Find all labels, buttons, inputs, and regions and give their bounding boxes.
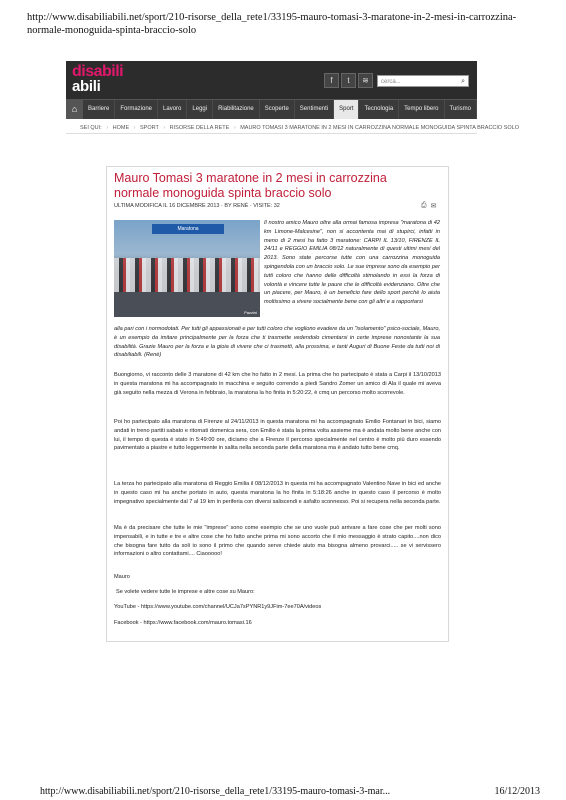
- site-header: [66, 61, 477, 99]
- photo-credit: Pazzini: [244, 310, 257, 315]
- print-footer: [40, 786, 540, 797]
- nav-item-turismo[interactable]: Turismo: [445, 100, 477, 119]
- nav-item-scoperte[interactable]: Scoperte: [260, 100, 295, 119]
- print-date: 16/12/2013: [494, 786, 540, 797]
- breadcrumb: SEI QUI: › HOME › SPORT › RISORSE DELLA RETE › MAURO TOMASI 3 MARATONE IN 2 MESI IN CARROZZINA NORMALE MONOGUIDA SPINTA BRACCIO SOLO: [80, 125, 520, 131]
- article-title[interactable]: Mauro Tomasi 3 maratone in 2 mesi in carrozzina normale monoguida spinta braccio solo: [114, 171, 387, 200]
- paragraph: Ma è da precisare che tutte le mie "imprese" sono come esempio che se uno vuole può arrivare a fare cose che per molti sono impensabili, e in tutte e tre e altre cose che ho fatto anche prima mi sono accorto che il mio messaggio è strato capito....non dico che bisogna fare tutto da soli io sono il primo che quando serve chiede aiuto ma bisogna almeno provarci..... se vi servissero informazioni o altro contattami.... Ciaooooo!: [114, 525, 441, 558]
- nav-item-tempo-libero[interactable]: Tempo libero: [399, 100, 444, 119]
- twitter-icon[interactable]: t: [341, 73, 356, 88]
- print-url-bottom: http://www.disabiliabili.net/sport/210-risorse_della_rete1/33195-mauro-tomasi-3-mar...: [40, 786, 391, 797]
- breadcrumb-current: MAURO TOMASI 3 MARATONE IN 2 MESI IN CARROZZINA NORMALE MONOGUIDA SPINTA BRACCIO SOLO: [240, 125, 520, 131]
- photo-arch-banner: Maratona: [152, 224, 224, 234]
- article-meta: ULTIMA MODIFICA IL 16 DICEMBRE 2013 · BY RENÈ · VISITE: 32: [114, 203, 280, 209]
- social-links: [324, 73, 373, 88]
- print-url-top: http://www.disabiliabili.net/sport/210-risorse_della_rete1/33195-mauro-tomasi-3-maratone-in-2-mesi-in-carrozzina-normale-monoguida-spinta-braccio-solo: [27, 12, 517, 36]
- intro-text-full: alla pari con i normodotati. Per tutti gli appassionati e per tutti coloro che vogliono evadere da un "isolamento" psico-sociale, Mauro, è un esempio da imitare principalmente per la forza che ti trasmette vedendolo cimentarsi in certe imprese nonostante la sua disabilità. Grazie Mauro per la forza e la gioia di vivere che ci trasmetti, alla prossima, e tanti Auguri di Buone Feste da tutti noi di disabiliabili. (Renè): [114, 326, 440, 359]
- home-icon[interactable]: ⌂: [66, 100, 83, 119]
- youtube-link[interactable]: YouTube - https://www.youtube.com/channel/UCJa7sPYNR1y9JFim-7ee70A/videos: [114, 604, 322, 610]
- article-tools: [421, 202, 436, 210]
- nav-item-riabilitazione[interactable]: Riabilitazione: [213, 100, 260, 119]
- site-logo[interactable]: [72, 64, 142, 96]
- paragraph: Buongiorno, vi racconto delle 3 maratone di 42 km che ho fatto in 2 mesi. La prima che ho partecipato è stata a Carpi il 13/10/2013 in questa maratona mi ha accompagnato in macchina e seguito correndo a piedi Sandro Zomer un amico di Ala il quale mi aveva già seguito nella mezza di Verona in febbraio, la maratona la ho finita in 5:20:22, è cmq un percorso molto scorrevole.: [114, 372, 441, 396]
- nav-item-leggi[interactable]: Leggi: [187, 100, 213, 119]
- paragraph: Se volete vedere tutte le imprese e altre cose su Mauro:: [116, 589, 255, 595]
- nav-item-lavoro[interactable]: Lavoro: [158, 100, 187, 119]
- paragraph: La terza ho partecipato alla maratona di Reggio Emilia il 08/12/2013 in questa mi ha accompagnato Valentino Nave in bici ed anche in questo caso mi ha anche portato in auto, questa maratona la ho finita in 5:18:26 anche in questo caso il percorso è molto impegnativo specialmente dal 7 al 19 km in periferia con diversi saliscendi e asfalto sconnesso. Poi si recupera nella seconda parte.: [114, 481, 441, 505]
- logo-line1: disabili: [72, 63, 124, 80]
- divider: [66, 133, 477, 134]
- breadcrumb-risorse[interactable]: RISORSE DELLA RETE: [169, 125, 230, 131]
- breadcrumb-home[interactable]: HOME: [112, 125, 130, 131]
- search-input[interactable]: [377, 75, 469, 87]
- main-nav: [66, 99, 477, 119]
- breadcrumb-sport[interactable]: SPORT: [140, 125, 159, 131]
- signature: Mauro: [114, 574, 130, 580]
- email-icon[interactable]: ✉: [430, 203, 437, 210]
- paragraph: Poi ho partecipato alla maratona di Firenze al 24/11/2013 in questa maratona mi ha accompagnato Emilio Fontanari in bici, siamo andati in treno partiti sabato e ritornati domenica sera, con Emilio è stata la prima volta assieme ma è andata molto bene anche con lui, il tempo di questa è stato in 5:49:00 ore, diciamo che a Firenze il percorso specialmente nel centro è molto più duro essendo pavimentato a piastre e tutto leggermente in salita nella seconda parte della maratona ma è andato tutto bene cmq.: [114, 419, 441, 452]
- intro-text-right: Il nostro amico Mauro oltre alla ormai famosa impresa "maratona di 42 km Limone-Malcesine", non si accontenta mai di stupirci, infatti in meno di 2 mesi ha fatto 3 maratone: CARPI IL 13/10, FIRENZE IL 24/11 e REGGIO EMILIA 08/12 naturalmente di questi ultimi mesi del 2013. Sono state percorse tutte con una carrozzina monoguida spingendola con un braccio solo. Le sue imprese sono da esempio per tutti coloro che hanno delle difficoltà stimolando in essi la forza di volontà e vincere tutte le paure che le difficoltà evidenziano. Oltre che un piacere, per Mauro, è un beneficio fare dello sport perchè lo aiuta moltissimo a vivere socialmente bene con gli altri e a rapportarsi: [264, 220, 440, 306]
- print-icon[interactable]: ⎙: [421, 202, 427, 209]
- facebook-link[interactable]: Facebook - https://www.facebook.com/mauro.tomasi.16: [114, 620, 252, 626]
- facebook-icon[interactable]: f: [324, 73, 339, 88]
- nav-item-barriere[interactable]: Barriere: [83, 100, 115, 119]
- search-icon[interactable]: ⌕: [461, 78, 465, 85]
- rss-icon[interactable]: ≋: [358, 73, 373, 88]
- breadcrumb-prefix: SEI QUI:: [80, 125, 102, 131]
- photo-road: [114, 292, 260, 317]
- nav-item-sport[interactable]: Sport: [334, 100, 359, 119]
- article-photo: [114, 220, 260, 317]
- nav-item-formazione[interactable]: Formazione: [115, 100, 158, 119]
- nav-item-tecnologia[interactable]: Tecnologia: [359, 100, 399, 119]
- logo-line2: abili: [72, 78, 101, 95]
- photo-crowd: [114, 258, 260, 292]
- nav-item-sentimenti[interactable]: Sentimenti: [295, 100, 334, 119]
- search-placeholder: cerca...: [381, 79, 401, 85]
